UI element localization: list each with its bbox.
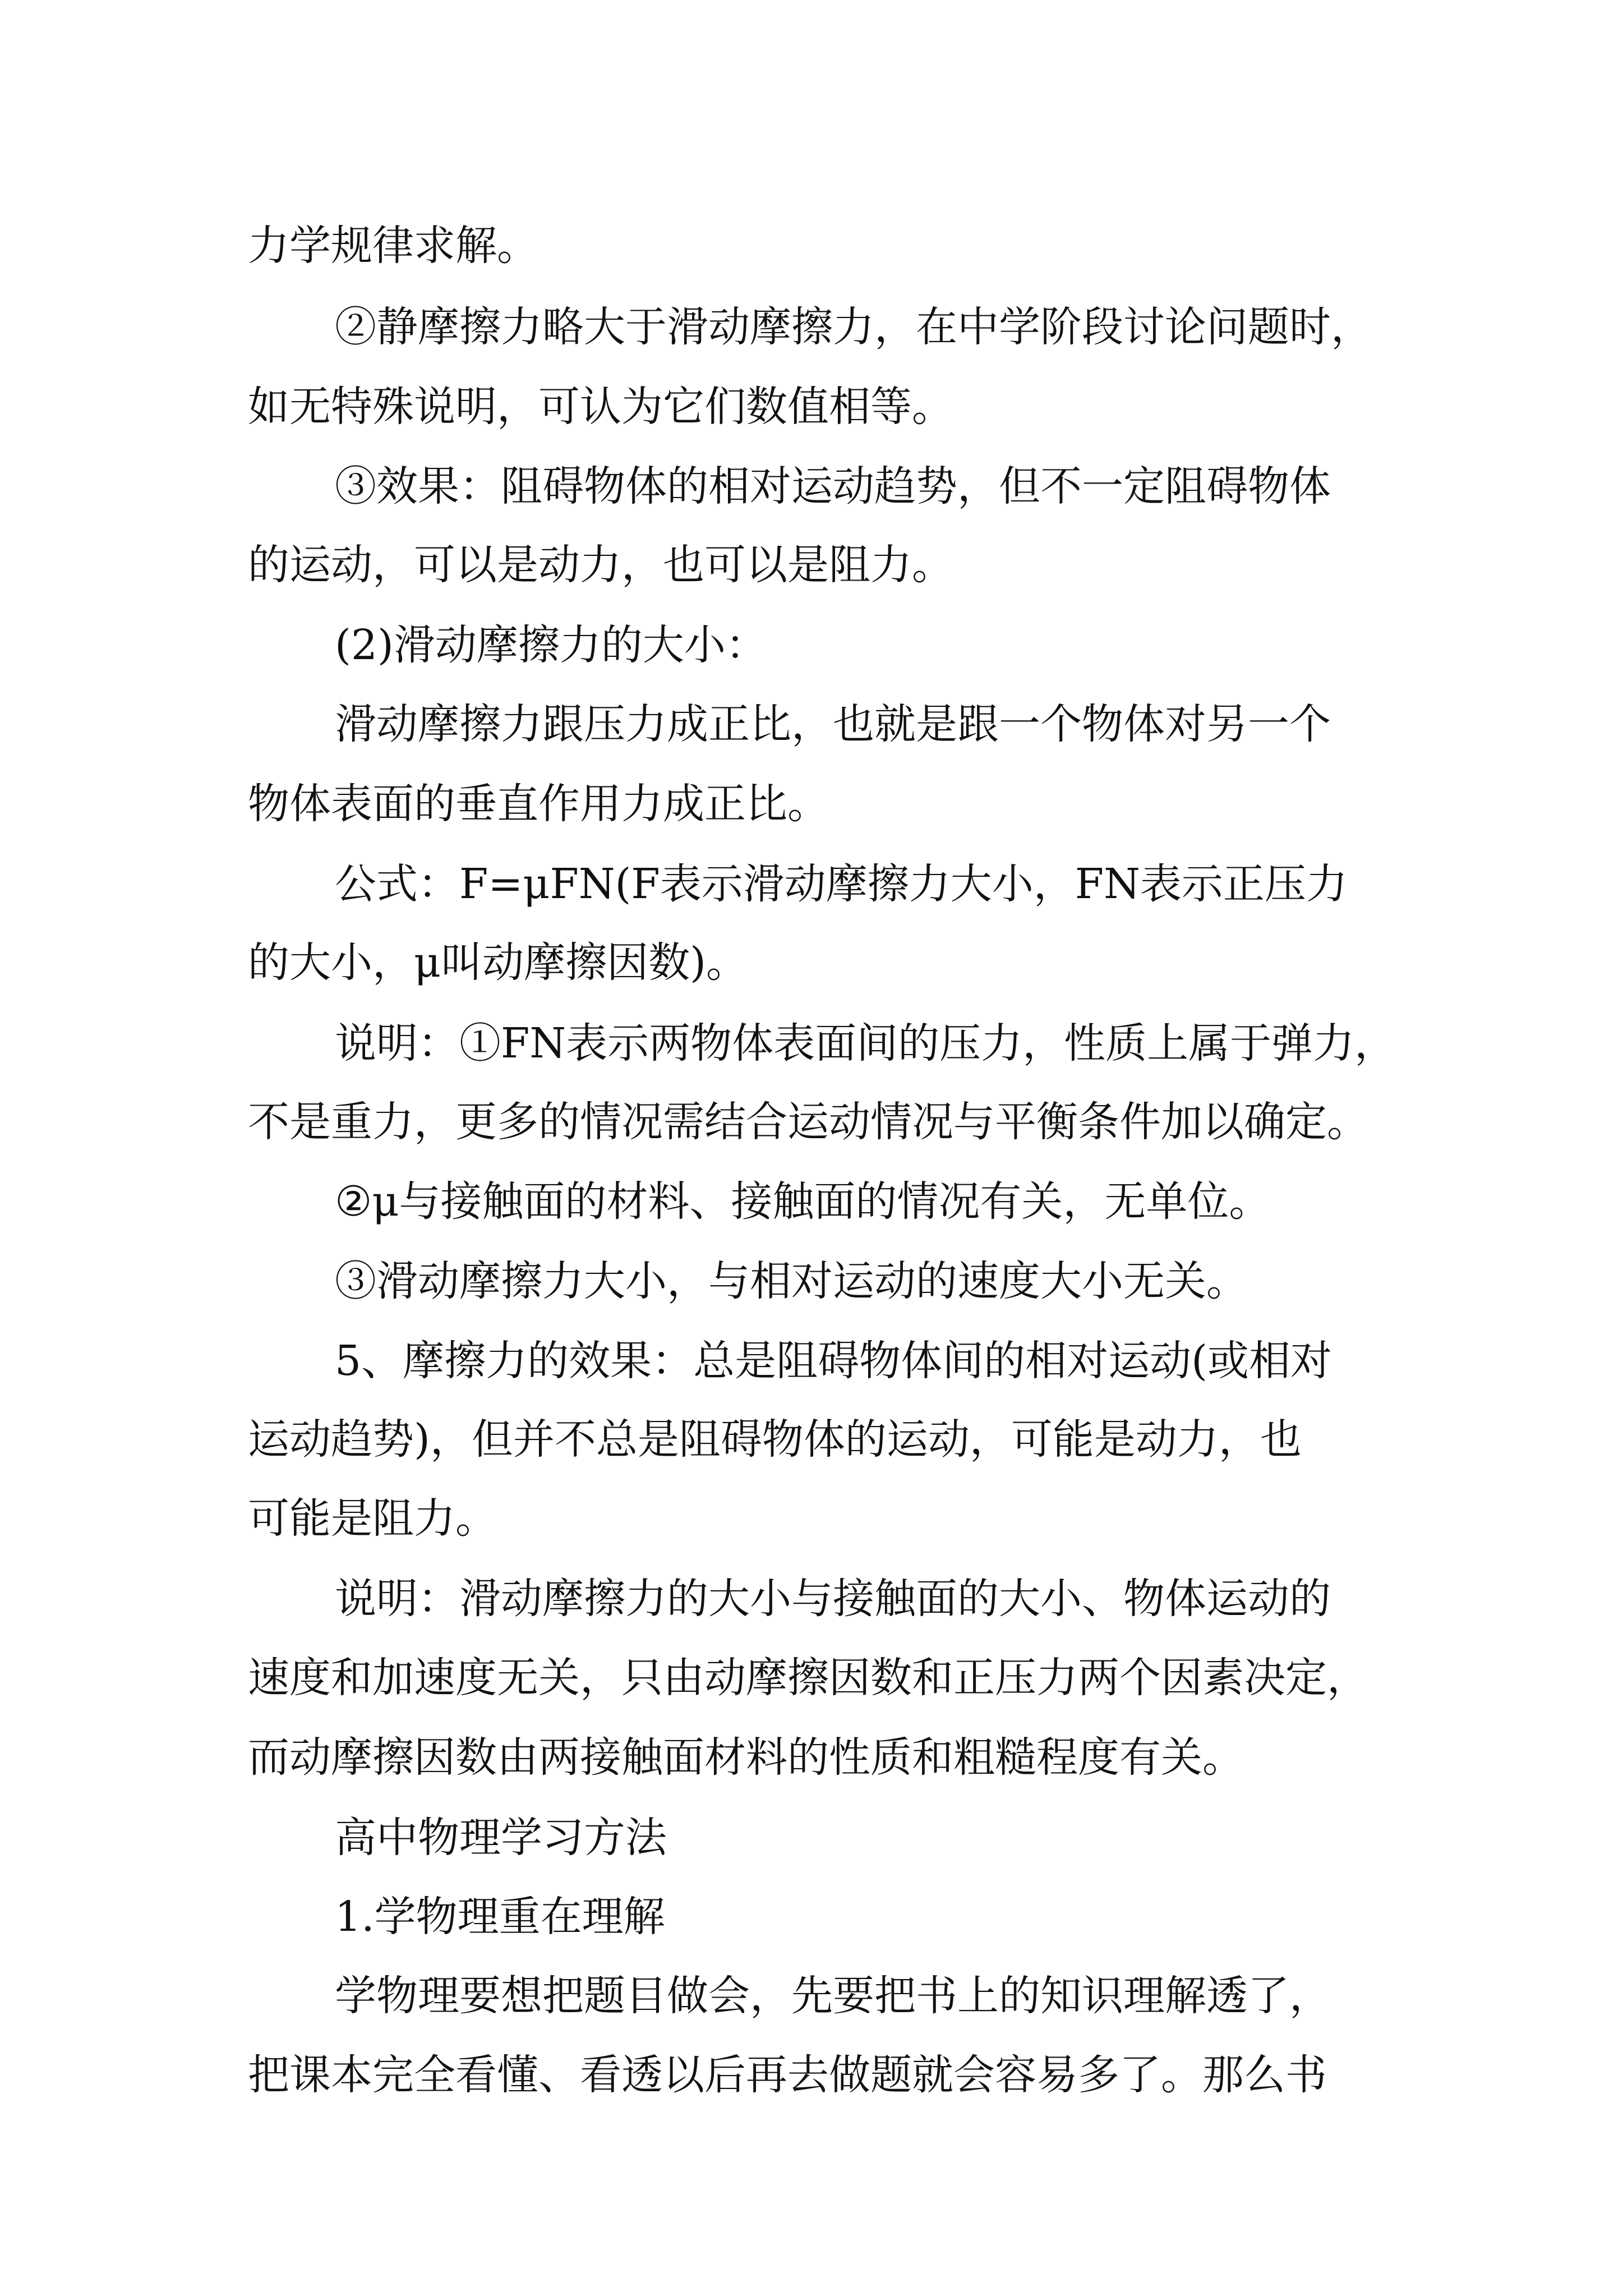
subsection-heading: 1.学物理重在理解 [335, 1893, 665, 1941]
text-line: 5、摩擦力的效果：总是阻碍物体间的相对运动(或相对 [335, 1337, 1332, 1385]
section-heading: 高中物理学习方法 [335, 1814, 667, 1862]
text-line: 如无特殊说明，可认为它们数值相等。 [248, 383, 953, 431]
text-line: 学物理要想把题目做会，先要把书上的知识理解透了， [335, 1972, 1331, 2020]
formula-line: 公式：F=μFN(F表示滑动摩擦力大小，FN表示正压力 [335, 860, 1348, 908]
text-line: ②μ与接触面的材料、接触面的情况有关，无单位。 [335, 1177, 1271, 1226]
text-line: 不是重力，更多的情况需结合运动情况与平衡条件加以确定。 [248, 1098, 1368, 1146]
text-line: 的运动，可以是动力，也可以是阻力。 [248, 541, 953, 589]
text-line: 滑动摩擦力跟压力成正比，也就是跟一个物体对另一个 [335, 700, 1331, 748]
text-line: ②静摩擦力略大于滑动摩擦力，在中学阶段讨论问题时， [335, 303, 1372, 351]
text-line: 说明：①FN表示两物体表面间的压力，性质上属于弹力， [335, 1019, 1396, 1068]
text-line: ③滑动摩擦力大小，与相对运动的速度大小无关。 [335, 1257, 1248, 1305]
section-heading: (2)滑动摩擦力的大小： [335, 621, 767, 669]
text-line: 而动摩擦因数由两接触面材料的性质和粗糙程度有关。 [248, 1733, 1244, 1782]
text-line: 力学规律求解。 [248, 222, 538, 270]
text-line: 的大小，μ叫动摩擦因数)。 [248, 938, 748, 987]
text-line: 速度和加速度无关，只由动摩擦因数和正压力两个因素决定， [248, 1654, 1368, 1702]
text-line: 说明：滑动摩擦力的大小与接触面的大小、物体运动的 [335, 1575, 1331, 1623]
text-line: 物体表面的垂直作用力成正比。 [248, 780, 829, 828]
text-line: 运动趋势)，但并不总是阻碍物体的运动，可能是动力，也 [248, 1415, 1302, 1464]
text-line: 把课本完全看懂、看透以后再去做题就会容易多了。那么书 [248, 2051, 1327, 2099]
text-line: ③效果：阻碍物体的相对运动趋势，但不一定阻碍物体 [335, 462, 1331, 510]
text-line: 可能是阻力。 [248, 1494, 497, 1543]
